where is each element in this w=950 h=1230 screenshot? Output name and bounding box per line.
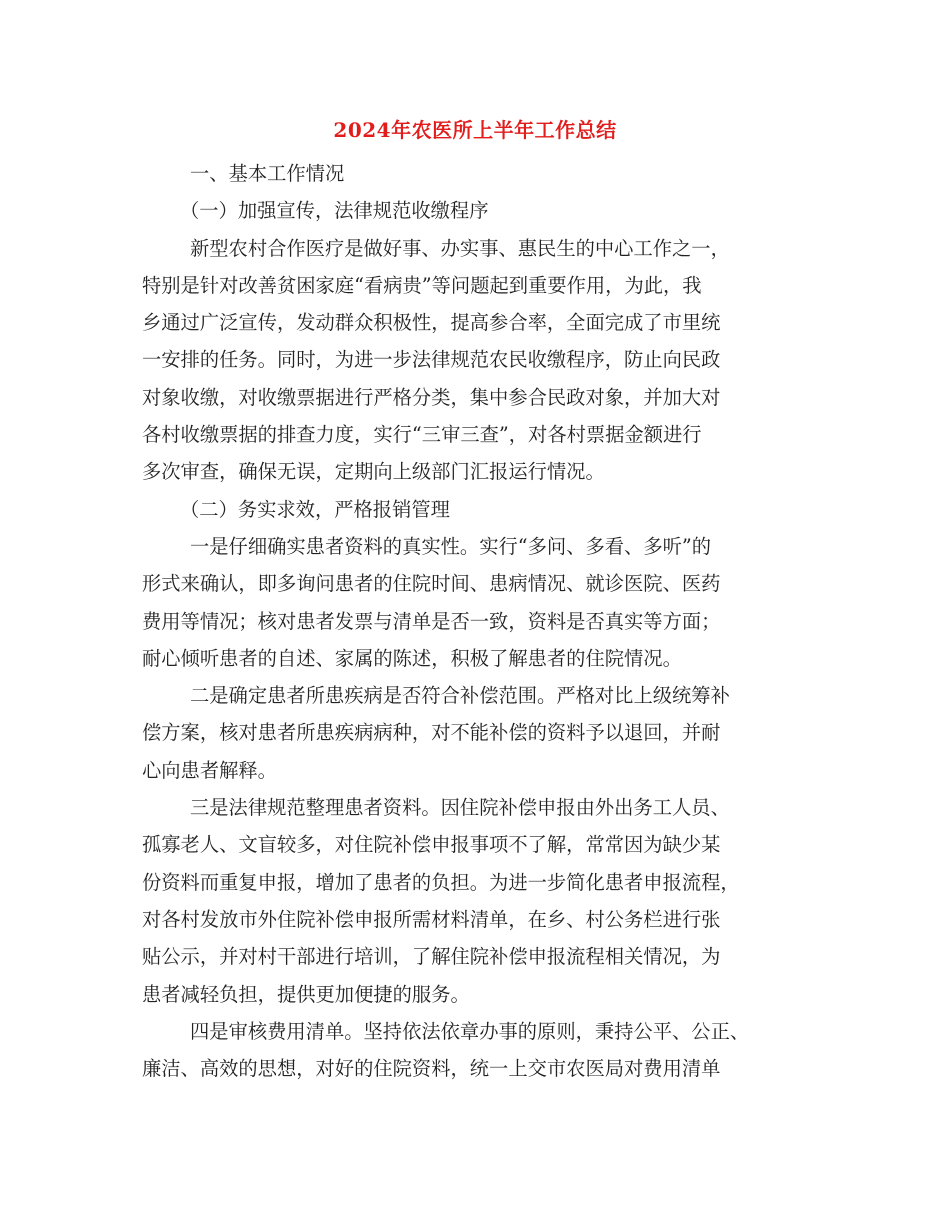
paragraph-line: 耐心倾听患者的自述、家属的陈述，积极了解患者的住院情况。 (142, 646, 682, 670)
paragraph-line: 多次审查，确保无误，定期向上级部门汇报运行情况。 (142, 460, 605, 484)
subsection-heading: （二）务实求效，严格报销管理 (180, 497, 450, 521)
paragraph-line: 三是法律规范整理患者资料。因住院补偿申报由外出务工人员、 (190, 796, 730, 820)
paragraph-line: 患者减轻负担，提供更加便捷的服务。 (142, 982, 470, 1006)
paragraph-line: 新型农村合作医疗是做好事、办实事、惠民生的中心工作之一， (190, 236, 730, 260)
subsection-heading: （一）加强宣传，法律规范收缴程序 (180, 199, 489, 223)
paragraph-line: 对象收缴，对收缴票据进行严格分类，集中参合民政对象，并加大对 (142, 385, 721, 409)
paragraph (142, 528, 802, 677)
paragraph-line: 特别是针对改善贫困家庭“看病贵”等问题起到重要作用，为此，我 (142, 273, 702, 297)
paragraph (142, 789, 802, 1013)
document-title: 2024年农医所上半年工作总结 (333, 118, 617, 142)
paragraph-line: 份资料而重复申报，增加了患者的负担。为进一步简化患者申报流程， (142, 870, 740, 894)
paragraph (142, 677, 802, 789)
paragraph-line: 心向患者解释。 (142, 758, 277, 782)
paragraph-line: 廉洁、高效的思想，对好的住院资料，统一上交市农医局对费用清单 (142, 1057, 721, 1081)
paragraph-line: 一是仔细确实患者资料的真实性。实行“多问、多看、多听”的 (190, 534, 712, 558)
paragraph-line: 孤寡老人、文盲较多，对住院补偿申报事项不了解，常常因为缺少某 (142, 833, 721, 857)
paragraph-line: 二是确定患者所患疾病是否符合补偿范围。严格对比上级统筹补 (190, 684, 730, 708)
paragraph-line: 偿方案，核对患者所患疾病病种，对不能补偿的资料予以退回，并耐 (142, 721, 721, 745)
paragraph-line: 形式来确认，即多询问患者的住院时间、患病情况、就诊医院、医药 (142, 572, 721, 596)
paragraph-line: 乡通过广泛宣传，发动群众积极性，提高参合率，全面完成了市里统 (142, 311, 721, 335)
paragraph-line: 对各村发放市外住院补偿申报所需材料清单，在乡、村公务栏进行张 (142, 907, 721, 931)
paragraph-line: 四是审核费用清单。坚持依法依章办事的原则，秉持公平、公正、 (190, 1019, 750, 1043)
paragraph-line: 贴公示，并对村干部进行培训，了解住院补偿申报流程相关情况，为 (142, 945, 721, 969)
section-heading: 一、基本工作情况 (190, 162, 345, 185)
document-body (142, 155, 802, 1087)
paragraph-line: 各村收缴票据的排查力度，实行“三审三查”，对各村票据金额进行 (142, 423, 702, 447)
paragraph-line: 一安排的任务。同时，为进一步法律规范农民收缴程序，防止向民政 (142, 348, 721, 372)
paragraph (142, 230, 802, 491)
paragraph (142, 1013, 802, 1088)
paragraph-line: 费用等情况；核对患者发票与清单是否一致，资料是否真实等方面； (142, 609, 721, 633)
